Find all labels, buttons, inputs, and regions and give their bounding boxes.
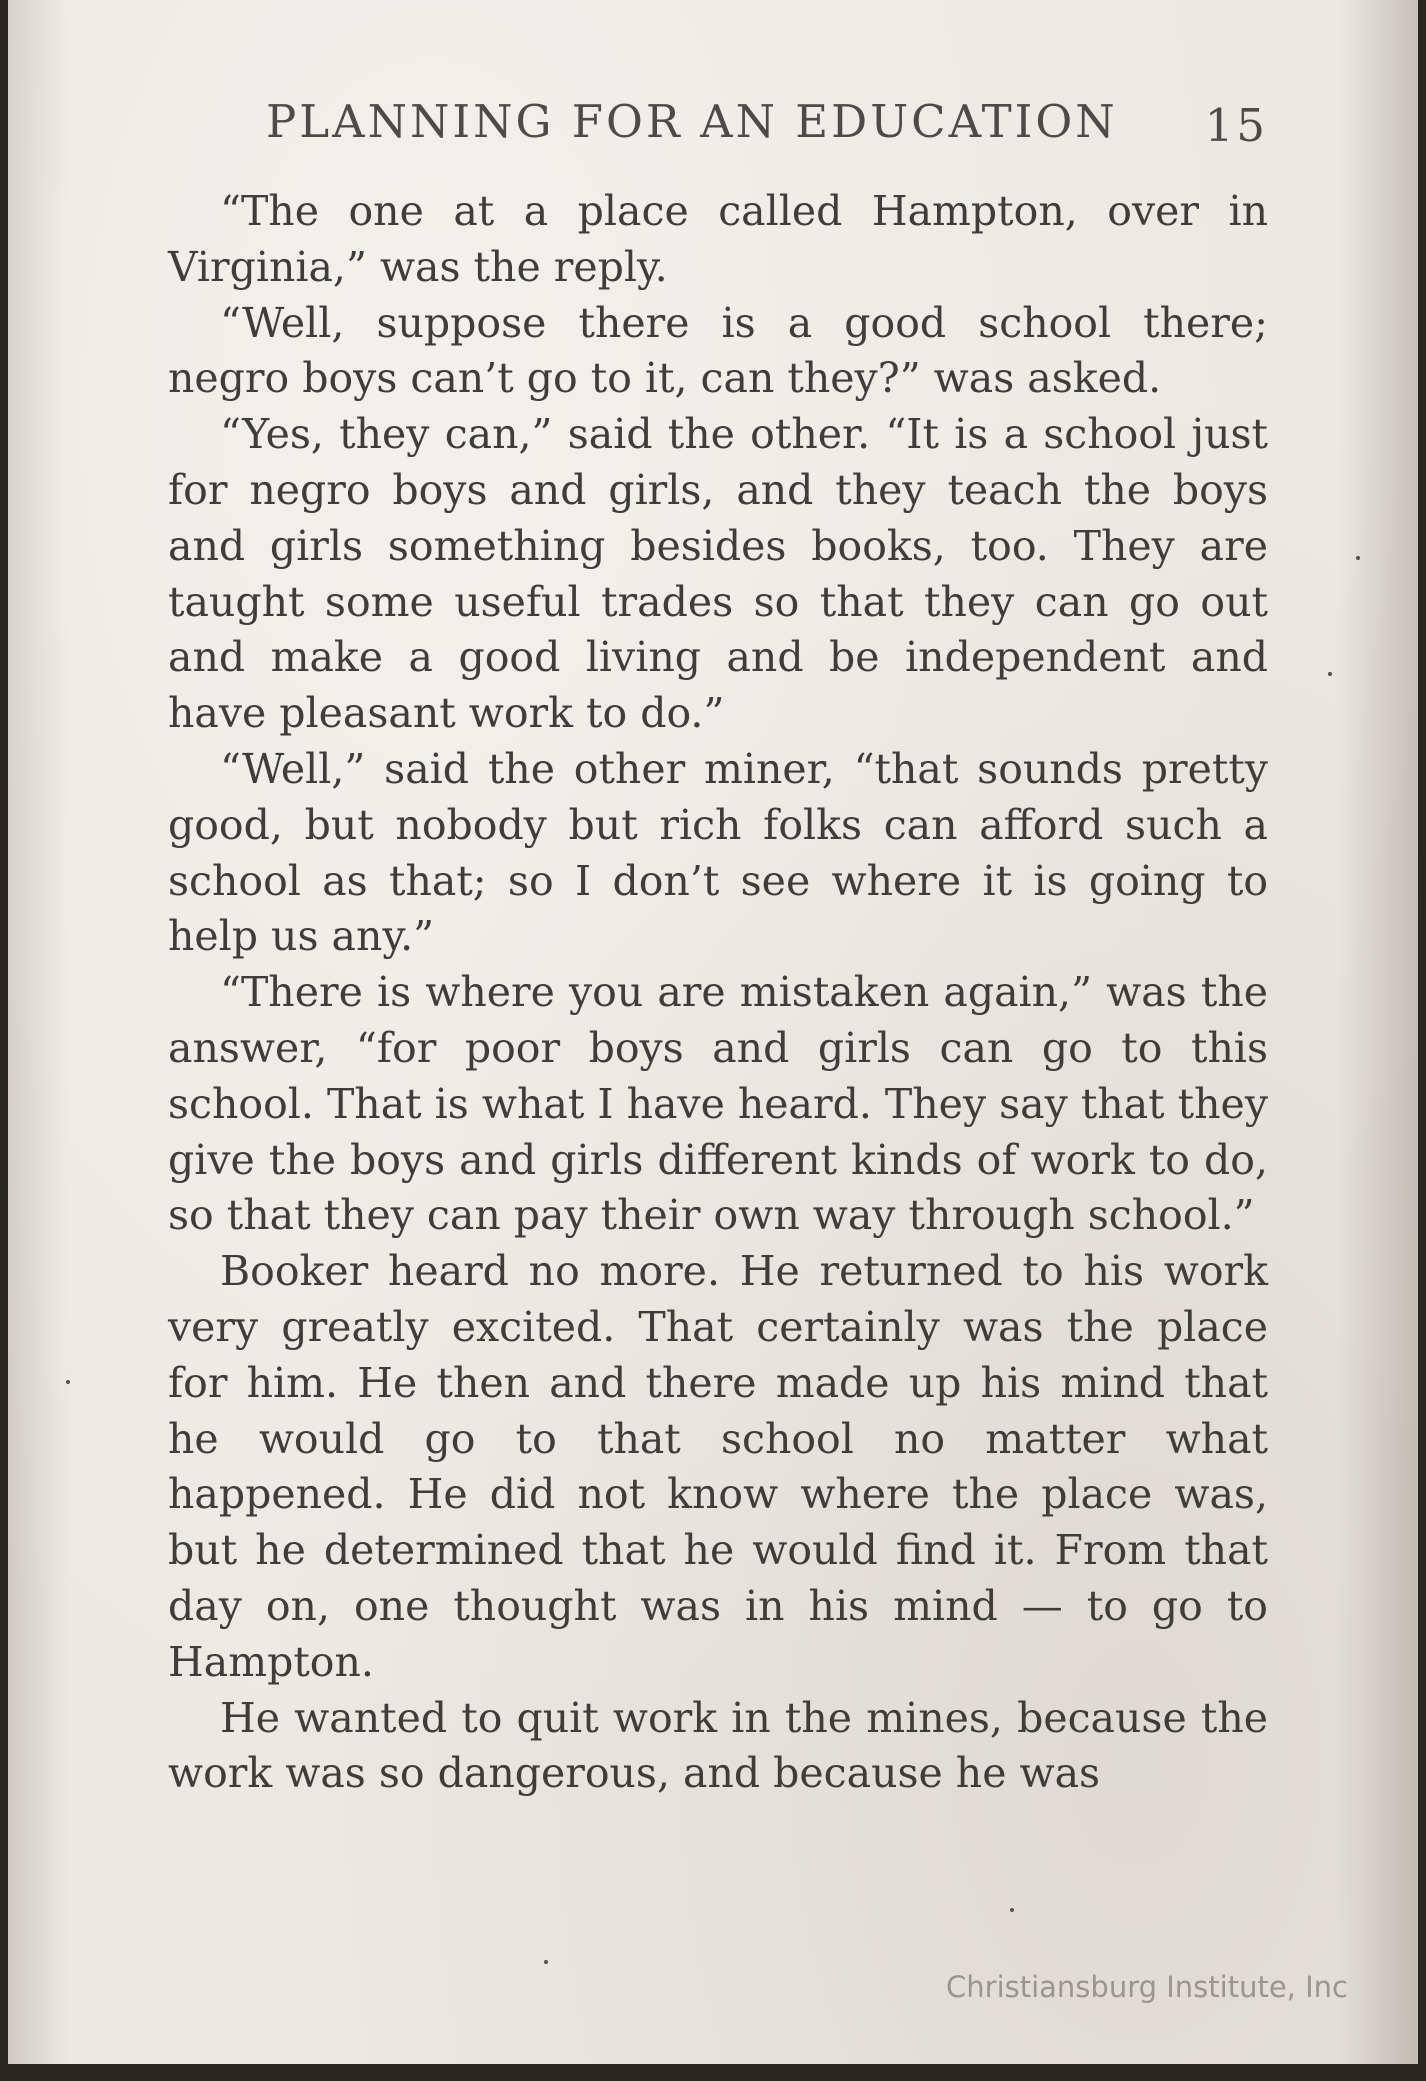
paragraph: He wanted to quit work in the mines, because the work was so dangerous, and because he was [168, 1693, 1268, 1798]
paragraph: “Well, suppose there is a good school there; negro boys can’t go to it, can they?” was asked. [168, 298, 1268, 403]
paragraph: “The one at a place called Hampton, over in Virginia,” was the reply. [168, 187, 1268, 291]
paper-speck [66, 1380, 70, 1384]
watermark: Christiansburg Institute, Inc [946, 1970, 1348, 2004]
paragraph: “Well,” said the other miner, “that sounds pretty good, but nobody but rich folks can afford such a school as that; so I don’t see where it is going to help us any.” [168, 744, 1268, 961]
paragraph: “There is where you are mistaken again,” was the answer, “for poor boys and girls can go to this school. That is what I have heard. They say that they give the boys and girls different kinds of work to do, so that they can pay their own way through school.” [168, 968, 1268, 1240]
running-head [266, 95, 1268, 155]
paragraph: “Yes, they can,” said the other. “It is a school just for negro boys and girls, and they teach the boys and girls something besides books, too. They are taught some useful trades so that they can go out and make a good living and be independent and have pleasant work to do.” [168, 410, 1268, 738]
paragraph: Booker heard no more. He returned to his work very greatly excited. That certainly was the place for him. He then and there made up his mind that he would go to that school no matter what happened. He did not know where the place was, but he determined that he would find it. From that day on, one thought was in his mind — to go to Hampton. [168, 1247, 1268, 1686]
page-number: 15 [1204, 99, 1268, 152]
paper-speck [544, 1960, 548, 1964]
body-text [168, 184, 1268, 1802]
paper-speck [1328, 672, 1332, 676]
paper-speck [1356, 556, 1360, 560]
chapter-title: PLANNING FOR AN EDUCATION [266, 95, 1118, 148]
book-page [8, 0, 1418, 2064]
paper-speck [1010, 1908, 1014, 1912]
